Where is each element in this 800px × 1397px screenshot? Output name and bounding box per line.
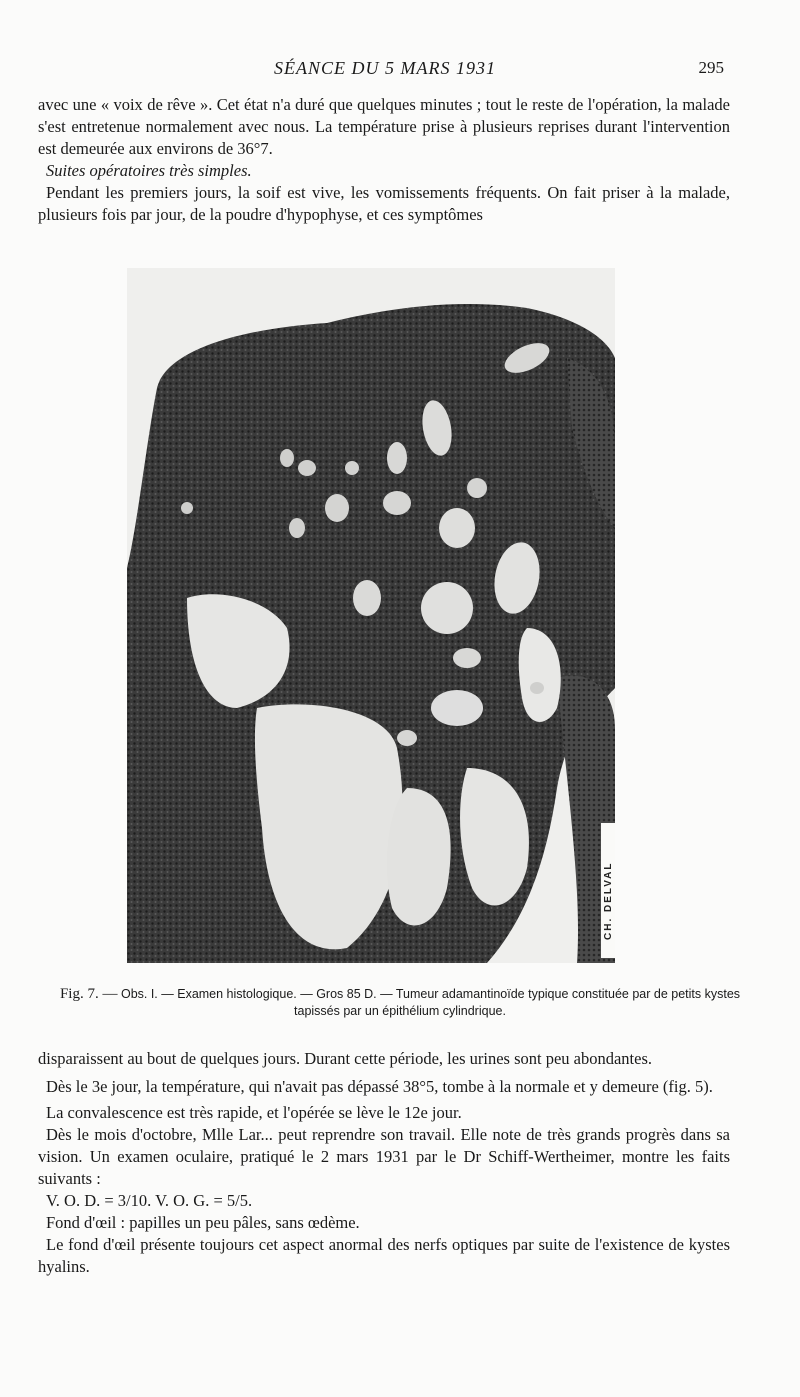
paragraph: La convalescence est très rapide, et l'opérée se lève le 12e jour. <box>46 1103 462 1122</box>
paragraph: Pendant les premiers jours, la soif est vive, les vomissements fréquents. On fait priser à la malade, plusieurs fois par jour, de la poudre d'hypophyse, et ces symptômes <box>38 183 730 224</box>
caption-text: Obs. I. — Examen histologique. — Gros 85 D. — Tumeur adamantinoïde typique constituée par de petits kystes tapissés par un épithélium cylindrique. <box>120 987 741 1018</box>
paragraph: Le fond d'œil présente toujours cet aspect anormal des nerfs optiques par suite de l'existence de kystes hyalins. <box>38 1235 730 1276</box>
figure-label: Fig. 7. — <box>59 986 118 1002</box>
paragraph: Dès le 3e jour, la température, qui n'avait pas dépassé 38°5, tombe à la normale et y demeure (fig. 5). <box>46 1077 713 1096</box>
micrograph-image <box>127 268 615 963</box>
photo-signature: CH. DELVAL <box>603 861 614 940</box>
bottom-text-block <box>38 1048 730 1278</box>
page-number: 295 <box>698 58 724 77</box>
paragraph: V. O. D. = 3/10. V. O. G. = 5/5. <box>46 1191 253 1210</box>
running-head <box>40 58 730 82</box>
figure-caption <box>55 986 745 1020</box>
paragraph-heading: Suites opératoires très simples. <box>46 161 252 180</box>
paragraph: avec une « voix de rêve ». Cet état n'a duré que quelques minutes ; tout le reste de l'opération, la malade s'est entretenue normalement avec nous. La température prise à plusieurs reprises durant l'intervention est demeurée aux environs de 36°7. <box>38 95 730 158</box>
paragraph: Dès le mois d'octobre, Mlle Lar... peut reprendre son travail. Elle note de très grands progrès dans sa vision. Un examen oculaire, pratiqué le 2 mars 1931 par le Dr Schiff-Wertheimer, montre les faits suivants : <box>38 1125 730 1188</box>
paragraph: disparaissent au bout de quelques jours. Durant cette période, les urines sont peu abondantes. <box>38 1049 653 1068</box>
running-title: SÉANCE DU 5 MARS 1931 <box>274 58 496 78</box>
histology-micrograph <box>127 268 615 963</box>
top-text-block <box>38 94 730 226</box>
paragraph: Fond d'œil : papilles un peu pâles, sans œdème. <box>46 1213 360 1232</box>
